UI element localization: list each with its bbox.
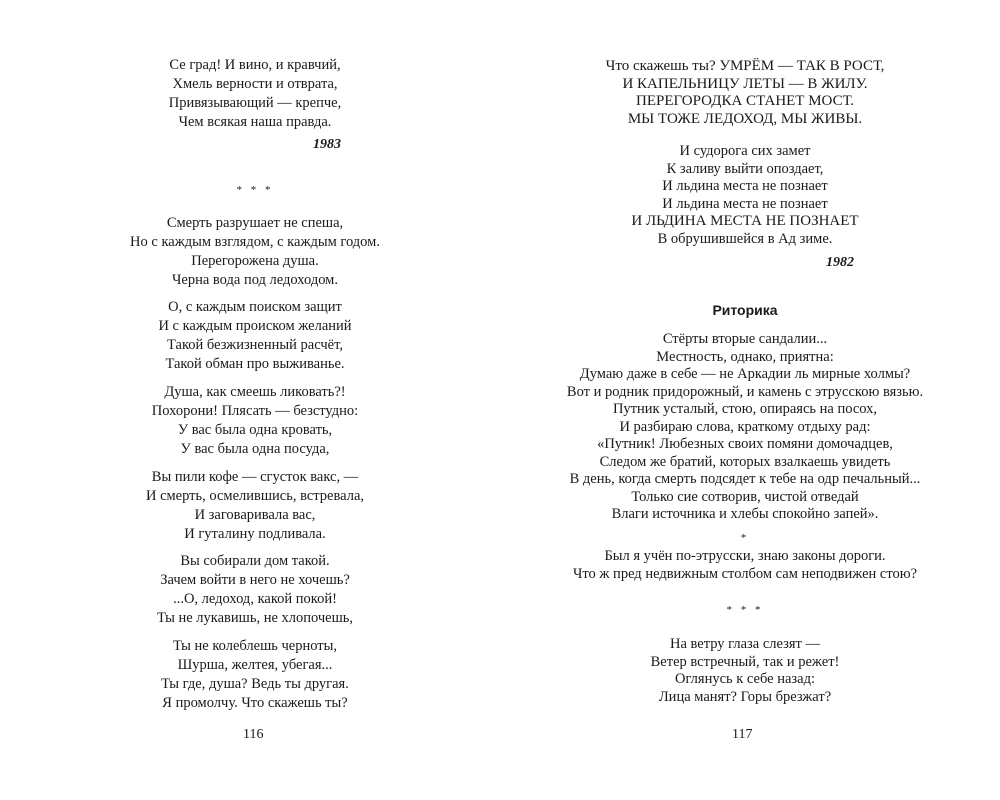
verse-line: Местность, однако, приятна: — [656, 348, 834, 365]
verse-line: Похорони! Плясать — безстудно: — [151, 403, 359, 419]
verse-line: И заговаривала вас, — [194, 507, 316, 523]
verse-line: ...О, ледоход, какой покой! — [173, 591, 337, 607]
verse-line: И гуталину подливала. — [184, 526, 326, 542]
verse-line: «Путник! Любезных своих помяни домочадцев, — [597, 436, 893, 452]
verse-line: Се град! И вино, и кравчий, — [169, 57, 341, 73]
verse-line: В день, когда смерть подсядет к тебе на одр печальный... — [569, 471, 921, 487]
section-separator: * * * — [726, 604, 764, 616]
verse-line: Влаги источника и хлебы спокойно запей». — [611, 506, 879, 522]
stanza — [55, 298, 455, 374]
verse-line: И льдина места не познает — [662, 195, 828, 212]
verse-line: Ты где, душа? Ведь ты другая. — [161, 676, 349, 692]
verse-line: И разбираю слова, краткому отдыху рад: — [619, 418, 871, 435]
verse-line: Хмель верности и отврата, — [172, 76, 338, 92]
poem-year: 1982 — [826, 255, 854, 270]
verse-line: На ветру глаза слезят — — [670, 636, 820, 652]
stanza — [55, 468, 455, 544]
stanza — [545, 636, 945, 706]
poem-year: 1983 — [313, 137, 341, 152]
verse-line: Я промолчу. Что скажешь ты? — [162, 695, 348, 711]
verse-line: Но с каждым взглядом, с каждым годом. — [130, 234, 380, 250]
verse-line: Душа, как смеешь ликовать?! — [164, 384, 346, 400]
verse-line: Был я учён по-этрусски, знаю законы дороги. — [604, 548, 886, 564]
stanza — [55, 383, 455, 459]
verse-line: Вот и родник придорожный, и камень с этрусскою вязью. — [566, 383, 924, 400]
verse-line: Привязывающий — крепче, — [168, 95, 342, 111]
asterisk-separator: * — [740, 532, 750, 544]
verse-line: И льдина места не познает — [662, 178, 828, 194]
verse-line: И смерть, осмелившись, встревала, — [145, 488, 365, 504]
verse-line: ПЕРЕГОРОДКА СТАНЕТ МОСТ. — [636, 93, 854, 109]
verse-line: Ветер встречный, так и режет! — [650, 653, 840, 670]
stanza — [55, 552, 455, 628]
verse-line: Зачем войти в него не хочешь? — [160, 572, 350, 588]
verse-line: И с каждым происком желаний — [158, 318, 352, 334]
verse-line: И судорога сих замет — [679, 143, 811, 159]
verse-line: К заливу выйти опоздает, — [666, 160, 824, 177]
verse-line: Что ж пред недвижным столбом сам неподвижен стою? — [572, 565, 918, 582]
verse-line: Шурша, желтея, убегая... — [177, 657, 333, 673]
verse-line: Вы пили кофе — сгусток вакс, — — [151, 469, 359, 485]
verse-line: Следом же братий, которых взалкаешь увидеть — [599, 453, 891, 470]
verse-line: Путник усталый, стою, опираясь на посох, — [612, 401, 878, 417]
page-number: 116 — [243, 727, 264, 742]
verse-line: Лица манят? Горы брезжат? — [658, 688, 832, 705]
verse-line: В обрушившейся в Ад зиме. — [657, 230, 833, 247]
page-number: 117 — [732, 727, 753, 742]
verse-line: Оглянусь к себе назад: — [674, 671, 815, 687]
verse-line: Что скажешь ты? УМРЁМ — ТАК В РОСТ, — [605, 58, 885, 74]
stanza — [545, 58, 945, 128]
stanza — [55, 56, 455, 132]
stanza — [545, 143, 945, 248]
stanza — [545, 331, 945, 524]
verse-line: И КАПЕЛЬНИЦУ ЛЕТЫ — В ЖИЛУ. — [622, 75, 868, 92]
verse-line: Смерть разрушает не спеша, — [166, 215, 344, 231]
verse-line: Черна вода под ледоходом. — [172, 272, 338, 288]
verse-line: И ЛЬДИНА МЕСТА НЕ ПОЗНАЕТ — [631, 213, 859, 229]
stanza — [55, 637, 455, 713]
verse-line: Такой безжизненный расчёт, — [167, 337, 343, 353]
verse-line: Только сие сотворив, чистой отведай — [631, 488, 859, 505]
stanza — [545, 548, 945, 583]
verse-line: Чем всякая наша правда. — [178, 114, 332, 130]
verse-line: Ты не лукавишь, не хлопочешь, — [156, 610, 354, 626]
verse-line: Ты не колеблешь черноты, — [173, 638, 337, 654]
verse-line: Перегорожена душа. — [191, 253, 319, 269]
section-separator: * * * — [236, 184, 274, 196]
stanza — [55, 214, 455, 290]
verse-line: У вас была одна посуда, — [180, 441, 330, 457]
verse-line: О, с каждым поиском защит — [168, 299, 342, 315]
verse-line: У вас была одна кровать, — [177, 422, 333, 438]
verse-line: Такой обман про выживанье. — [165, 356, 345, 372]
verse-line: Думаю даже в себе — не Аркадии ль мирные холмы? — [579, 366, 911, 382]
verse-line: Стёрты вторые сандалии... — [662, 331, 828, 347]
poem-title: Риторика — [712, 302, 778, 318]
verse-line: МЫ ТОЖЕ ЛЕДОХОД, МЫ ЖИВЫ. — [627, 110, 863, 127]
verse-line: Вы собирали дом такой. — [180, 553, 330, 569]
